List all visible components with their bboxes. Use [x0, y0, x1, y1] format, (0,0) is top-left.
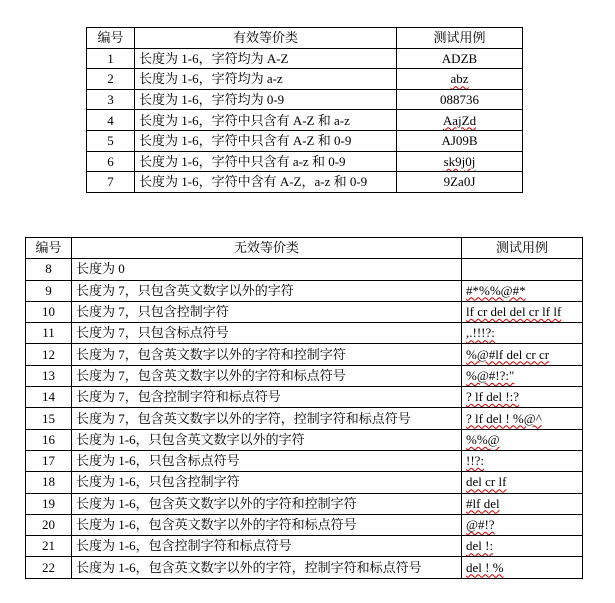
row-number-text: 4: [107, 112, 114, 128]
row-number: [26, 280, 72, 301]
row-number: [87, 110, 135, 131]
row-test-case: [462, 259, 583, 280]
row-description-text: 长度为 0: [76, 261, 125, 277]
table-row: [26, 259, 583, 280]
row-number-text: 22: [42, 559, 55, 575]
row-description-text: 长度为 7，包含英文数字以外的字符和控制字符: [76, 346, 346, 362]
header-test-case: 测试用例: [462, 238, 583, 259]
row-test-case-text: ,.!!!?:: [466, 325, 495, 341]
table-row: [87, 172, 523, 193]
row-test-case-text: #*%%@#*: [466, 282, 526, 298]
row-number: [87, 130, 135, 151]
row-test-case-text: sk9j0j: [443, 153, 476, 169]
row-number-text: 18: [42, 474, 55, 490]
row-test-case: [462, 323, 583, 344]
row-description: [135, 89, 397, 110]
row-test-case-text: ? lf del ! %@^: [466, 410, 542, 426]
row-test-case: [462, 557, 583, 578]
row-test-case-text: del !:: [466, 538, 494, 554]
table-row: [26, 301, 583, 322]
row-number: [26, 408, 72, 429]
row-description: [72, 387, 462, 408]
table-row: [26, 408, 583, 429]
row-test-case: [462, 301, 583, 322]
row-number-text: 21: [42, 538, 55, 554]
row-test-case: [462, 365, 583, 386]
row-number: [26, 429, 72, 450]
row-description-text: 长度为 1-6，字符均为 a-z: [139, 71, 283, 87]
row-number-text: 9: [45, 282, 52, 298]
row-test-case-text: @#!?: [466, 517, 495, 532]
row-description: [72, 365, 462, 386]
header-invalid-class: 无效等价类: [72, 238, 462, 259]
table-row: [26, 536, 583, 557]
row-description-text: 长度为 1-6，字符中含有 A-Z，a-z 和 0-9: [139, 174, 368, 190]
row-test-case: [397, 110, 523, 131]
row-description: [135, 151, 397, 172]
table-row: [26, 429, 583, 450]
row-test-case: [462, 387, 583, 408]
row-test-case: [462, 536, 583, 557]
row-number-text: 8: [45, 261, 52, 277]
row-description-text: 长度为 1-6，字符均为 0-9: [139, 92, 285, 108]
row-description: [72, 429, 462, 450]
row-test-case-text: ADZB: [441, 50, 478, 66]
row-test-case-text: #lf del: [466, 495, 500, 511]
row-description-text: 长度为 1-6，字符中只含有 a-z 和 0-9: [139, 153, 346, 169]
row-description-text: 长度为 1-6，字符均为 A-Z: [139, 50, 289, 66]
table-header-row: [26, 238, 583, 259]
row-test-case: [397, 130, 523, 151]
row-number-text: 11: [42, 325, 55, 341]
row-number: [26, 344, 72, 365]
row-description-text: 长度为 7，包含控制字符和标点符号: [76, 389, 281, 405]
table-row: [26, 323, 583, 344]
table-row: [26, 387, 583, 408]
row-test-case: [462, 493, 583, 514]
row-number-text: 16: [42, 431, 55, 447]
row-number: [26, 536, 72, 557]
row-number-text: 1: [107, 50, 114, 66]
row-description-text: 长度为 1-6，字符中只含有 A-Z 和 0-9: [139, 133, 352, 149]
row-description: [72, 450, 462, 471]
row-test-case-text: abz: [450, 71, 469, 87]
row-test-case: [462, 408, 583, 429]
table-row: [87, 110, 523, 131]
row-test-case: [462, 472, 583, 493]
row-number: [87, 172, 135, 193]
row-number-text: 7: [107, 174, 114, 190]
row-description: [72, 323, 462, 344]
row-number-text: 5: [107, 133, 114, 149]
row-test-case: [462, 450, 583, 471]
row-number: [26, 387, 72, 408]
row-description-text: 长度为 1-6，只包含英文数字以外的字符: [76, 431, 305, 447]
row-description: [135, 48, 397, 69]
row-description: [135, 172, 397, 193]
table-row: [87, 151, 523, 172]
row-test-case: [397, 151, 523, 172]
row-test-case: [397, 69, 523, 90]
row-test-case: [462, 280, 583, 301]
row-description-text: 长度为 1-6，只包含标点符号: [76, 453, 240, 469]
table-row: [87, 130, 523, 151]
row-test-case-text: ? lf del !:?: [466, 389, 520, 405]
header-number: 编号: [87, 28, 135, 49]
table-row: [26, 365, 583, 386]
row-number-text: 10: [42, 304, 55, 320]
row-number: [26, 450, 72, 471]
row-number: [87, 151, 135, 172]
table-row: [87, 48, 523, 69]
row-number: [26, 323, 72, 344]
row-number: [26, 557, 72, 578]
table-row: [26, 514, 583, 535]
row-number-text: 2: [107, 71, 114, 87]
row-description-text: 长度为 1-6，包含英文数字以外的字符，控制字符和标点符号: [76, 559, 422, 575]
row-description: [135, 110, 397, 131]
row-number: [87, 48, 135, 69]
row-description: [72, 259, 462, 280]
row-description: [135, 130, 397, 151]
row-description-text: 长度为 1-6，字符中只含有 A-Z 和 a-z: [139, 112, 350, 128]
row-test-case: [397, 48, 523, 69]
row-test-case-text: del cr lf: [466, 474, 507, 490]
row-description: [72, 280, 462, 301]
row-test-case: [462, 344, 583, 365]
row-test-case-text: %@#!?:": [466, 367, 515, 383]
table-row: [87, 69, 523, 90]
row-number: [26, 301, 72, 322]
header-test-case: 测试用例: [397, 28, 523, 49]
row-test-case-text: lf cr del del cr lf lf: [466, 304, 562, 320]
row-description-text: 长度为 1-6，包含控制字符和标点符号: [76, 538, 292, 554]
invalid-equivalence-class-table: [25, 237, 583, 579]
row-description-text: 长度为 1-6，包含英文数字以外的字符和标点符号: [76, 517, 357, 532]
row-number: [26, 514, 72, 535]
row-description: [72, 472, 462, 493]
row-number-text: 13: [42, 367, 55, 383]
table-header-row: [87, 28, 523, 49]
row-number: [87, 69, 135, 90]
row-number-text: 14: [42, 389, 55, 405]
row-number-text: 19: [42, 495, 55, 511]
row-test-case-text: %@#lf del cr cr: [466, 346, 550, 362]
row-test-case: [462, 514, 583, 535]
row-description-text: 长度为 7，包含英文数字以外的字符和标点符号: [76, 367, 346, 383]
header-number: 编号: [26, 238, 72, 259]
table-row: [26, 450, 583, 471]
row-test-case-text: %%@: [466, 431, 500, 447]
row-number-text: 3: [107, 92, 114, 108]
row-test-case-text: 9Za0J: [443, 174, 476, 190]
row-test-case: [462, 429, 583, 450]
row-number-text: 6: [107, 153, 114, 169]
row-description: [135, 69, 397, 90]
row-number: [26, 259, 72, 280]
row-number: [26, 472, 72, 493]
row-description-text: 长度为 7，只包含标点符号: [76, 325, 229, 341]
row-description-text: 长度为 7，只包含英文数字以外的字符: [76, 282, 294, 298]
row-number: [87, 89, 135, 110]
table-row: [26, 472, 583, 493]
table-row: [26, 344, 583, 365]
valid-equivalence-class-table: [86, 27, 523, 193]
header-valid-class: 有效等价类: [135, 28, 397, 49]
row-number-text: 12: [42, 346, 55, 362]
row-test-case: [397, 89, 523, 110]
row-test-case-text: AJ09B: [441, 133, 478, 149]
row-description-text: 长度为 1-6，包含英文数字以外的字符和控制字符: [76, 495, 357, 511]
row-test-case-text: del ! %: [466, 559, 504, 575]
row-description: [72, 301, 462, 322]
row-description-text: 长度为 7，包含英文数字以外的字符，控制字符和标点符号: [76, 410, 411, 426]
row-number: [26, 493, 72, 514]
row-description: [72, 493, 462, 514]
row-number-text: 17: [42, 453, 55, 469]
row-number: [26, 365, 72, 386]
row-description-text: 长度为 7，只包含控制字符: [76, 304, 229, 320]
row-description: [72, 536, 462, 557]
row-test-case-text: 088736: [440, 92, 479, 108]
row-test-case: [397, 172, 523, 193]
row-description: [72, 344, 462, 365]
row-description-text: 长度为 1-6，只包含控制字符: [76, 474, 240, 490]
row-test-case-text: !!?:: [466, 453, 485, 469]
table-row: [26, 280, 583, 301]
table-row: [26, 557, 583, 578]
table-row: [26, 493, 583, 514]
row-description: [72, 557, 462, 578]
row-description: [72, 408, 462, 429]
row-number-text: 20: [42, 517, 55, 532]
row-description: [72, 514, 462, 535]
table-row: [87, 89, 523, 110]
row-test-case-text: AajZd: [442, 112, 477, 128]
row-number-text: 15: [42, 410, 55, 426]
